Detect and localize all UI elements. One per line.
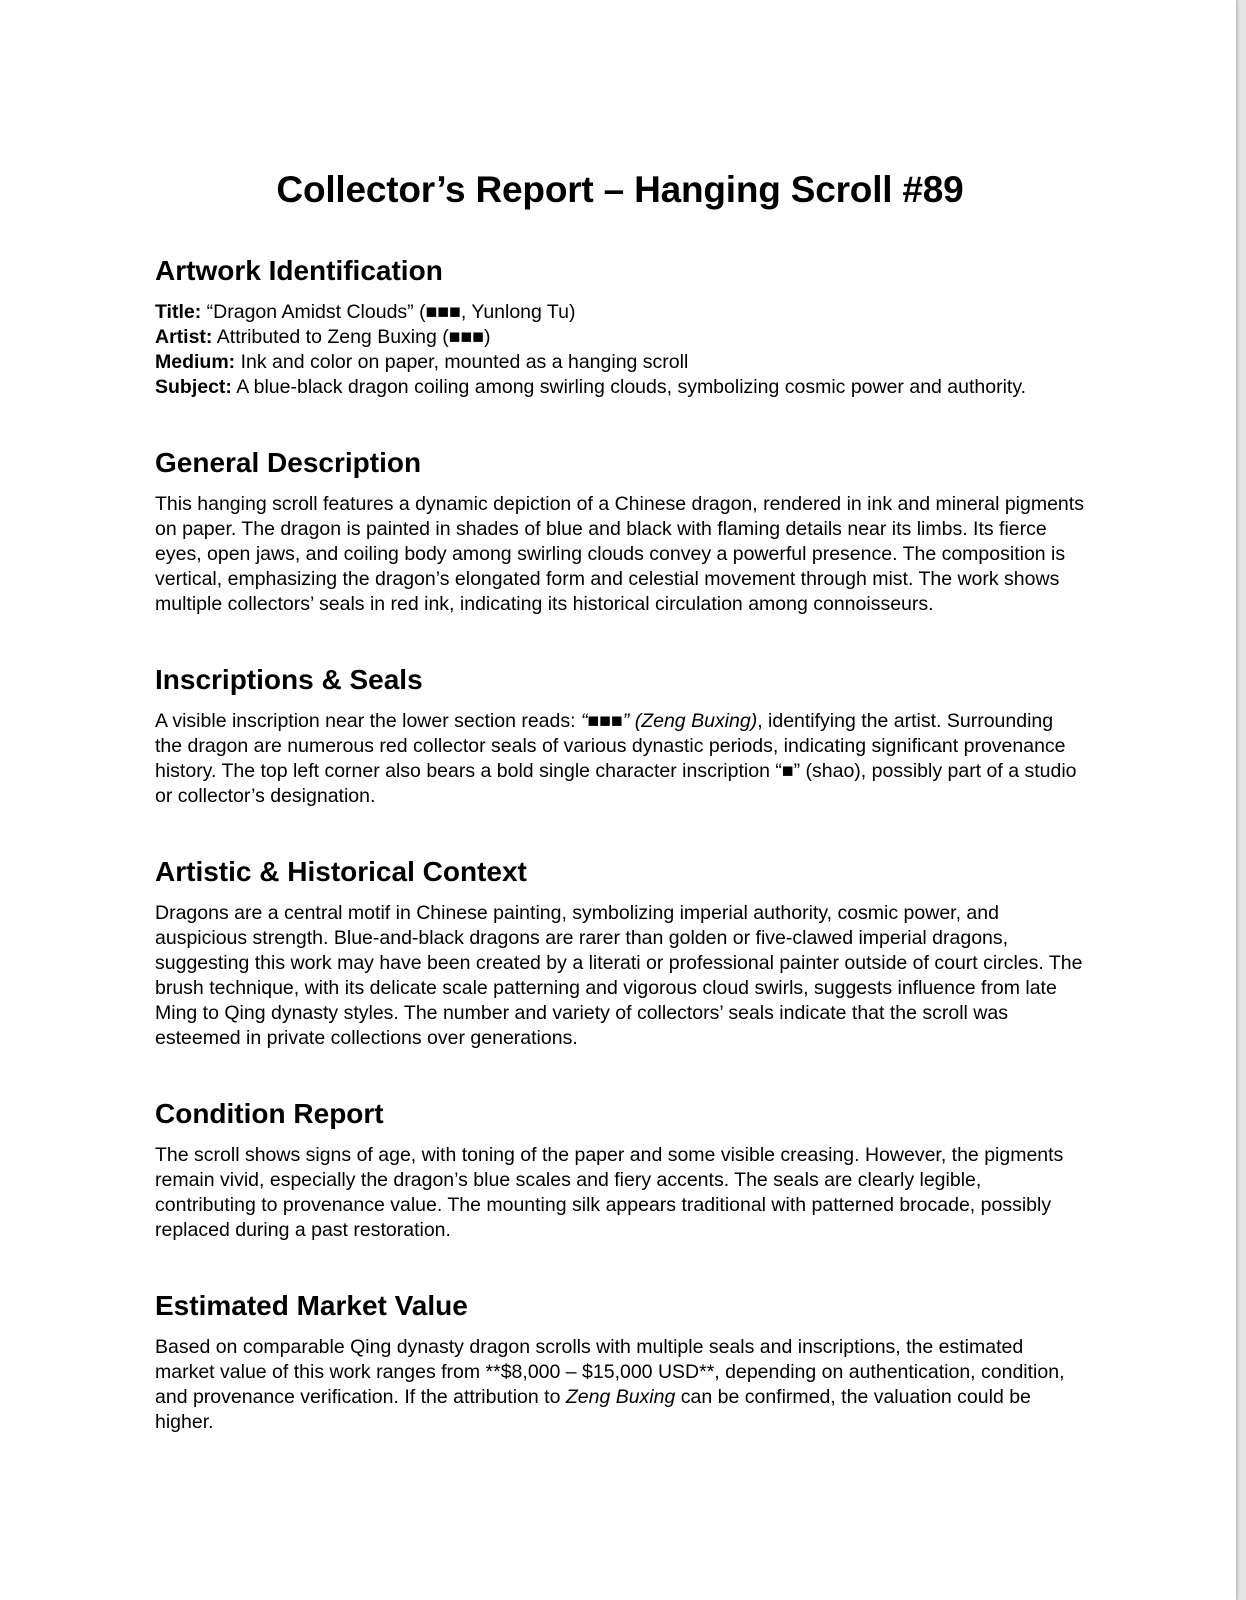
condition-report-text: The scroll shows signs of age, with toning of the paper and some visible creasing. However, the pigments remain vivid, especially the dragon’s blue scales and fiery accents. The seals are clearly legible, contributing to provenance value. The mounting silk appears traditional with patterned brocade, possibly replaced during a past restoration. bbox=[155, 1144, 1064, 1241]
market-value-text-after: can be confirmed, the valuation could be higher. bbox=[155, 1386, 1031, 1433]
report-title: Collector’s Report – Hanging Scroll #89 bbox=[276, 169, 964, 210]
title-label: Title: bbox=[155, 301, 202, 323]
artist-field bbox=[155, 325, 1085, 350]
medium-label: Medium: bbox=[155, 351, 236, 373]
title-value: “Dragon Amidst Clouds” (■■■, Yunlong Tu) bbox=[206, 301, 576, 323]
market-value-section bbox=[155, 1289, 1085, 1435]
subject-label: Subject: bbox=[155, 376, 232, 398]
general-description-section bbox=[155, 446, 1085, 617]
title-field bbox=[155, 300, 1085, 325]
market-value-text bbox=[155, 1335, 1085, 1435]
historical-context-text: Dragons are a central motif in Chinese painting, symbolizing imperial authority, cosmic power, and auspicious strength. Blue-and-black dragons are rarer than golden or five-clawed imperial dragons, suggesting this work may have been created by a literati or professional painter outside of court circles. The brush technique, with its delicate scale patterning and vigorous cloud swirls, suggests influence from late Ming to Qing dynasty styles. The number and variety of collectors’ seals indicate that the scroll was esteemed in private collections over generations. bbox=[155, 902, 1083, 1049]
artist-label: Artist: bbox=[155, 326, 213, 348]
inscriptions-seals-section bbox=[155, 663, 1085, 809]
subject-field bbox=[155, 375, 1085, 400]
medium-value: Ink and color on paper, mounted as a hanging scroll bbox=[240, 351, 689, 373]
general-description-text: This hanging scroll features a dynamic depiction of a Chinese dragon, rendered in ink and mineral pigments on paper. The dragon is painted in shades of blue and black with flaming details near its limbs. Its fierce eyes, open jaws, and coiling body among swirling clouds convey a powerful presence. The composition is vertical, emphasizing the dragon’s elongated form and celestial movement through mist. The work shows multiple collectors’ seals in red ink, indicating its historical circulation among connoisseurs. bbox=[155, 493, 1084, 615]
subject-value: A blue-black dragon coiling among swirling clouds, symbolizing cosmic power and authority. bbox=[236, 376, 1027, 398]
general-description-heading: General Description bbox=[155, 447, 422, 478]
inscriptions-seals-heading: Inscriptions & Seals bbox=[155, 664, 423, 695]
inscriptions-text-before: A visible inscription near the lower section reads: bbox=[155, 710, 581, 732]
identification-fields bbox=[155, 300, 1085, 400]
artwork-identification-section bbox=[155, 254, 1085, 400]
historical-context-heading: Artistic & Historical Context bbox=[155, 856, 527, 887]
document-content bbox=[155, 162, 1085, 1435]
artwork-identification-heading: Artwork Identification bbox=[155, 255, 443, 286]
market-value-text-before: Based on comparable Qing dynasty dragon scrolls with multiple seals and inscriptions, the estimated market value of this work ranges from **$8,000 – $15,000 USD**, depending on authentication, condition, and provenance verification. If the attribution to bbox=[155, 1336, 1065, 1408]
inscriptions-seals-text bbox=[155, 709, 1085, 809]
inscriptions-text-after: , identifying the artist. Surrounding the dragon are numerous red collector seals of various dynastic periods, indicating significant provenance history. The top left corner also bears a bold single character inscription “■” (shao), possibly part of a studio or collector’s designation. bbox=[155, 710, 1077, 807]
condition-report-heading: Condition Report bbox=[155, 1098, 384, 1129]
condition-report-section bbox=[155, 1097, 1085, 1243]
market-value-artist-name: Zeng Buxing bbox=[565, 1386, 676, 1408]
market-value-heading: Estimated Market Value bbox=[155, 1290, 468, 1321]
inscription-quote: “■■■” (Zeng Buxing) bbox=[580, 710, 758, 732]
historical-context-section bbox=[155, 855, 1085, 1051]
medium-field bbox=[155, 350, 1085, 375]
artist-value: Attributed to Zeng Buxing (■■■) bbox=[216, 326, 491, 348]
